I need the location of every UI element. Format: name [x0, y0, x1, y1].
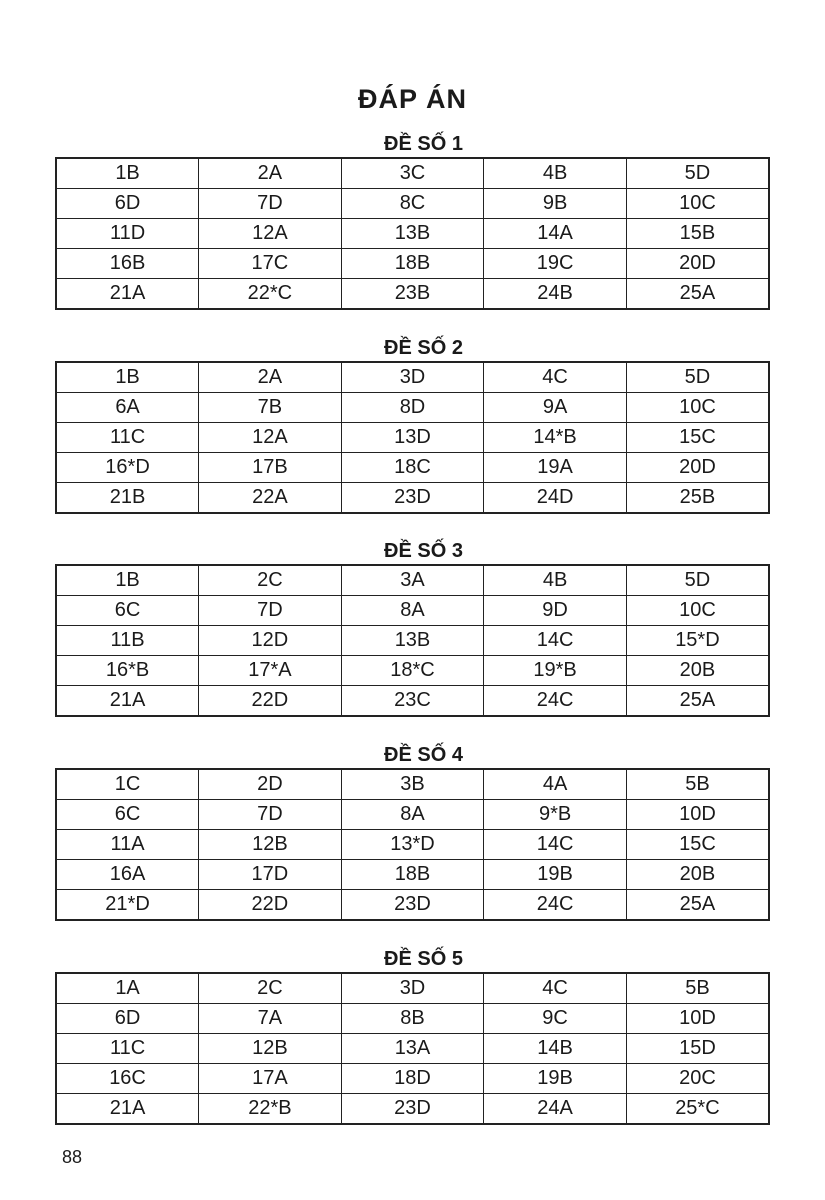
answer-cell: 25B — [626, 483, 769, 514]
answer-cell: 1A — [56, 973, 199, 1004]
answer-cell: 12B — [199, 830, 342, 860]
answer-cell: 20D — [626, 453, 769, 483]
section-title: ĐỀ SỐ 1 — [384, 133, 463, 155]
answer-cell: 16*B — [56, 656, 199, 686]
answer-cell: 8B — [341, 1004, 484, 1034]
answer-cell: 18B — [341, 249, 484, 279]
section-title: ĐỀ SỐ 5 — [384, 948, 463, 970]
answer-cell: 14C — [484, 830, 627, 860]
answer-cell: 19B — [484, 1064, 627, 1094]
answer-cell: 11B — [56, 626, 199, 656]
answer-cell: 4B — [484, 158, 627, 189]
answer-cell: 12A — [199, 423, 342, 453]
answer-cell: 1C — [56, 769, 199, 800]
table-row — [56, 973, 769, 1004]
answer-cell: 15C — [626, 830, 769, 860]
table-row — [56, 1034, 769, 1064]
answer-section-5 — [55, 946, 772, 1125]
answer-cell: 3D — [341, 973, 484, 1004]
table-row — [56, 189, 769, 219]
answer-cell: 9*B — [484, 800, 627, 830]
answer-cell: 2A — [199, 362, 342, 393]
answer-cell: 14C — [484, 626, 627, 656]
answer-cell: 17D — [199, 860, 342, 890]
answer-cell: 5D — [626, 565, 769, 596]
answer-cell: 11D — [56, 219, 199, 249]
answer-cell: 19A — [484, 453, 627, 483]
answer-cell: 2D — [199, 769, 342, 800]
answer-cell: 6C — [56, 800, 199, 830]
answer-cell: 14*B — [484, 423, 627, 453]
answer-cell: 10D — [626, 800, 769, 830]
answer-cell: 9B — [484, 189, 627, 219]
table-row — [56, 249, 769, 279]
answer-cell: 17B — [199, 453, 342, 483]
answer-cell: 24A — [484, 1094, 627, 1125]
answer-cell: 4B — [484, 565, 627, 596]
answer-cell: 24C — [484, 686, 627, 717]
answer-cell: 11C — [56, 1034, 199, 1064]
answer-cell: 6C — [56, 596, 199, 626]
answer-cell: 23B — [341, 279, 484, 310]
answer-table — [55, 768, 770, 921]
answer-cell: 12D — [199, 626, 342, 656]
answer-section-3 — [55, 538, 772, 717]
answer-cell: 20B — [626, 656, 769, 686]
answer-table — [55, 157, 770, 310]
table-row — [56, 596, 769, 626]
answer-cell: 20B — [626, 860, 769, 890]
answer-cell: 15*D — [626, 626, 769, 656]
answer-section-2 — [55, 335, 772, 514]
answer-cell: 16A — [56, 860, 199, 890]
answer-cell: 4C — [484, 973, 627, 1004]
answer-cell: 5D — [626, 362, 769, 393]
answer-cell: 19*B — [484, 656, 627, 686]
table-row — [56, 423, 769, 453]
answer-cell: 11A — [56, 830, 199, 860]
answer-cell: 22*B — [199, 1094, 342, 1125]
answer-cell: 8C — [341, 189, 484, 219]
answer-cell: 5B — [626, 769, 769, 800]
answer-cell: 13B — [341, 626, 484, 656]
answer-cell: 17C — [199, 249, 342, 279]
answer-cell: 8A — [341, 800, 484, 830]
section-title: ĐỀ SỐ 4 — [384, 744, 463, 766]
answer-cell: 17A — [199, 1064, 342, 1094]
table-row — [56, 1064, 769, 1094]
answer-table — [55, 972, 770, 1125]
table-row — [56, 483, 769, 514]
answer-cell: 5D — [626, 158, 769, 189]
answer-cell: 11C — [56, 423, 199, 453]
answer-table — [55, 564, 770, 717]
table-row — [56, 1004, 769, 1034]
section-title: ĐỀ SỐ 2 — [384, 337, 463, 359]
answer-cell: 9D — [484, 596, 627, 626]
table-row — [56, 565, 769, 596]
answer-cell: 22*C — [199, 279, 342, 310]
page-title: ĐÁP ÁN — [357, 84, 468, 114]
answer-cell: 10C — [626, 189, 769, 219]
answer-cell: 6D — [56, 189, 199, 219]
table-row — [56, 800, 769, 830]
answer-cell: 4A — [484, 769, 627, 800]
answer-cell: 20C — [626, 1064, 769, 1094]
answer-cell: 5B — [626, 973, 769, 1004]
answer-cell: 23C — [341, 686, 484, 717]
answer-cell: 3C — [341, 158, 484, 189]
answer-cell: 13D — [341, 423, 484, 453]
answer-cell: 14A — [484, 219, 627, 249]
answer-cell: 17*A — [199, 656, 342, 686]
answer-cell: 25A — [626, 279, 769, 310]
answer-cell: 22D — [199, 890, 342, 921]
table-row — [56, 158, 769, 189]
answer-cell: 16B — [56, 249, 199, 279]
answer-cell: 24B — [484, 279, 627, 310]
answer-cell: 22A — [199, 483, 342, 514]
answer-cell: 21*D — [56, 890, 199, 921]
answer-cell: 10D — [626, 1004, 769, 1034]
answer-cell: 25A — [626, 686, 769, 717]
answer-cell: 15B — [626, 219, 769, 249]
answer-cell: 1B — [56, 158, 199, 189]
answer-cell: 12B — [199, 1034, 342, 1064]
answer-cell: 18C — [341, 453, 484, 483]
answer-cell: 9A — [484, 393, 627, 423]
answer-cell: 2C — [199, 973, 342, 1004]
table-row — [56, 362, 769, 393]
answer-cell: 18*C — [341, 656, 484, 686]
answer-cell: 3A — [341, 565, 484, 596]
answer-cell: 13B — [341, 219, 484, 249]
answer-cell: 1B — [56, 565, 199, 596]
answer-cell: 1B — [56, 362, 199, 393]
answer-cell: 14B — [484, 1034, 627, 1064]
page-number: 88 — [62, 1147, 83, 1167]
answer-table — [55, 361, 770, 514]
answer-cell: 16*D — [56, 453, 199, 483]
answer-cell: 7D — [199, 800, 342, 830]
answer-cell: 7A — [199, 1004, 342, 1034]
answer-cell: 7D — [199, 596, 342, 626]
table-row — [56, 830, 769, 860]
section-title: ĐỀ SỐ 3 — [384, 540, 463, 562]
answer-cell: 24D — [484, 483, 627, 514]
table-row — [56, 656, 769, 686]
answer-cell: 21A — [56, 686, 199, 717]
answer-cell: 24C — [484, 890, 627, 921]
answer-cell: 12A — [199, 219, 342, 249]
answer-cell: 6D — [56, 1004, 199, 1034]
answer-cell: 10C — [626, 596, 769, 626]
answer-section-4 — [55, 742, 772, 921]
table-row — [56, 860, 769, 890]
answer-cell: 3B — [341, 769, 484, 800]
table-row — [56, 393, 769, 423]
answer-cell: 15C — [626, 423, 769, 453]
table-row — [56, 769, 769, 800]
table-row — [56, 219, 769, 249]
answer-cell: 19B — [484, 860, 627, 890]
table-row — [56, 626, 769, 656]
answer-cell: 2A — [199, 158, 342, 189]
answer-section-1 — [55, 131, 772, 310]
answer-cell: 8A — [341, 596, 484, 626]
answer-cell: 7B — [199, 393, 342, 423]
answer-cell: 13*D — [341, 830, 484, 860]
answer-cell: 13A — [341, 1034, 484, 1064]
answer-cell: 18B — [341, 860, 484, 890]
answer-cell: 3D — [341, 362, 484, 393]
answer-cell: 16C — [56, 1064, 199, 1094]
answer-cell: 21A — [56, 1094, 199, 1125]
answer-cell: 9C — [484, 1004, 627, 1034]
table-row — [56, 279, 769, 310]
table-row — [56, 890, 769, 921]
answer-cell: 23D — [341, 483, 484, 514]
answer-cell: 10C — [626, 393, 769, 423]
answer-cell: 25A — [626, 890, 769, 921]
answer-cell: 22D — [199, 686, 342, 717]
answer-cell: 4C — [484, 362, 627, 393]
table-row — [56, 1094, 769, 1125]
answer-cell: 21B — [56, 483, 199, 514]
answer-cell: 15D — [626, 1034, 769, 1064]
answer-cell: 8D — [341, 393, 484, 423]
answer-cell: 6A — [56, 393, 199, 423]
table-row — [56, 686, 769, 717]
table-row — [56, 453, 769, 483]
answer-cell: 18D — [341, 1064, 484, 1094]
answer-cell: 19C — [484, 249, 627, 279]
answer-cell: 2C — [199, 565, 342, 596]
answer-cell: 23D — [341, 1094, 484, 1125]
answer-cell: 23D — [341, 890, 484, 921]
answer-cell: 7D — [199, 189, 342, 219]
answer-cell: 25*C — [626, 1094, 769, 1125]
answer-cell: 21A — [56, 279, 199, 310]
answer-cell: 20D — [626, 249, 769, 279]
